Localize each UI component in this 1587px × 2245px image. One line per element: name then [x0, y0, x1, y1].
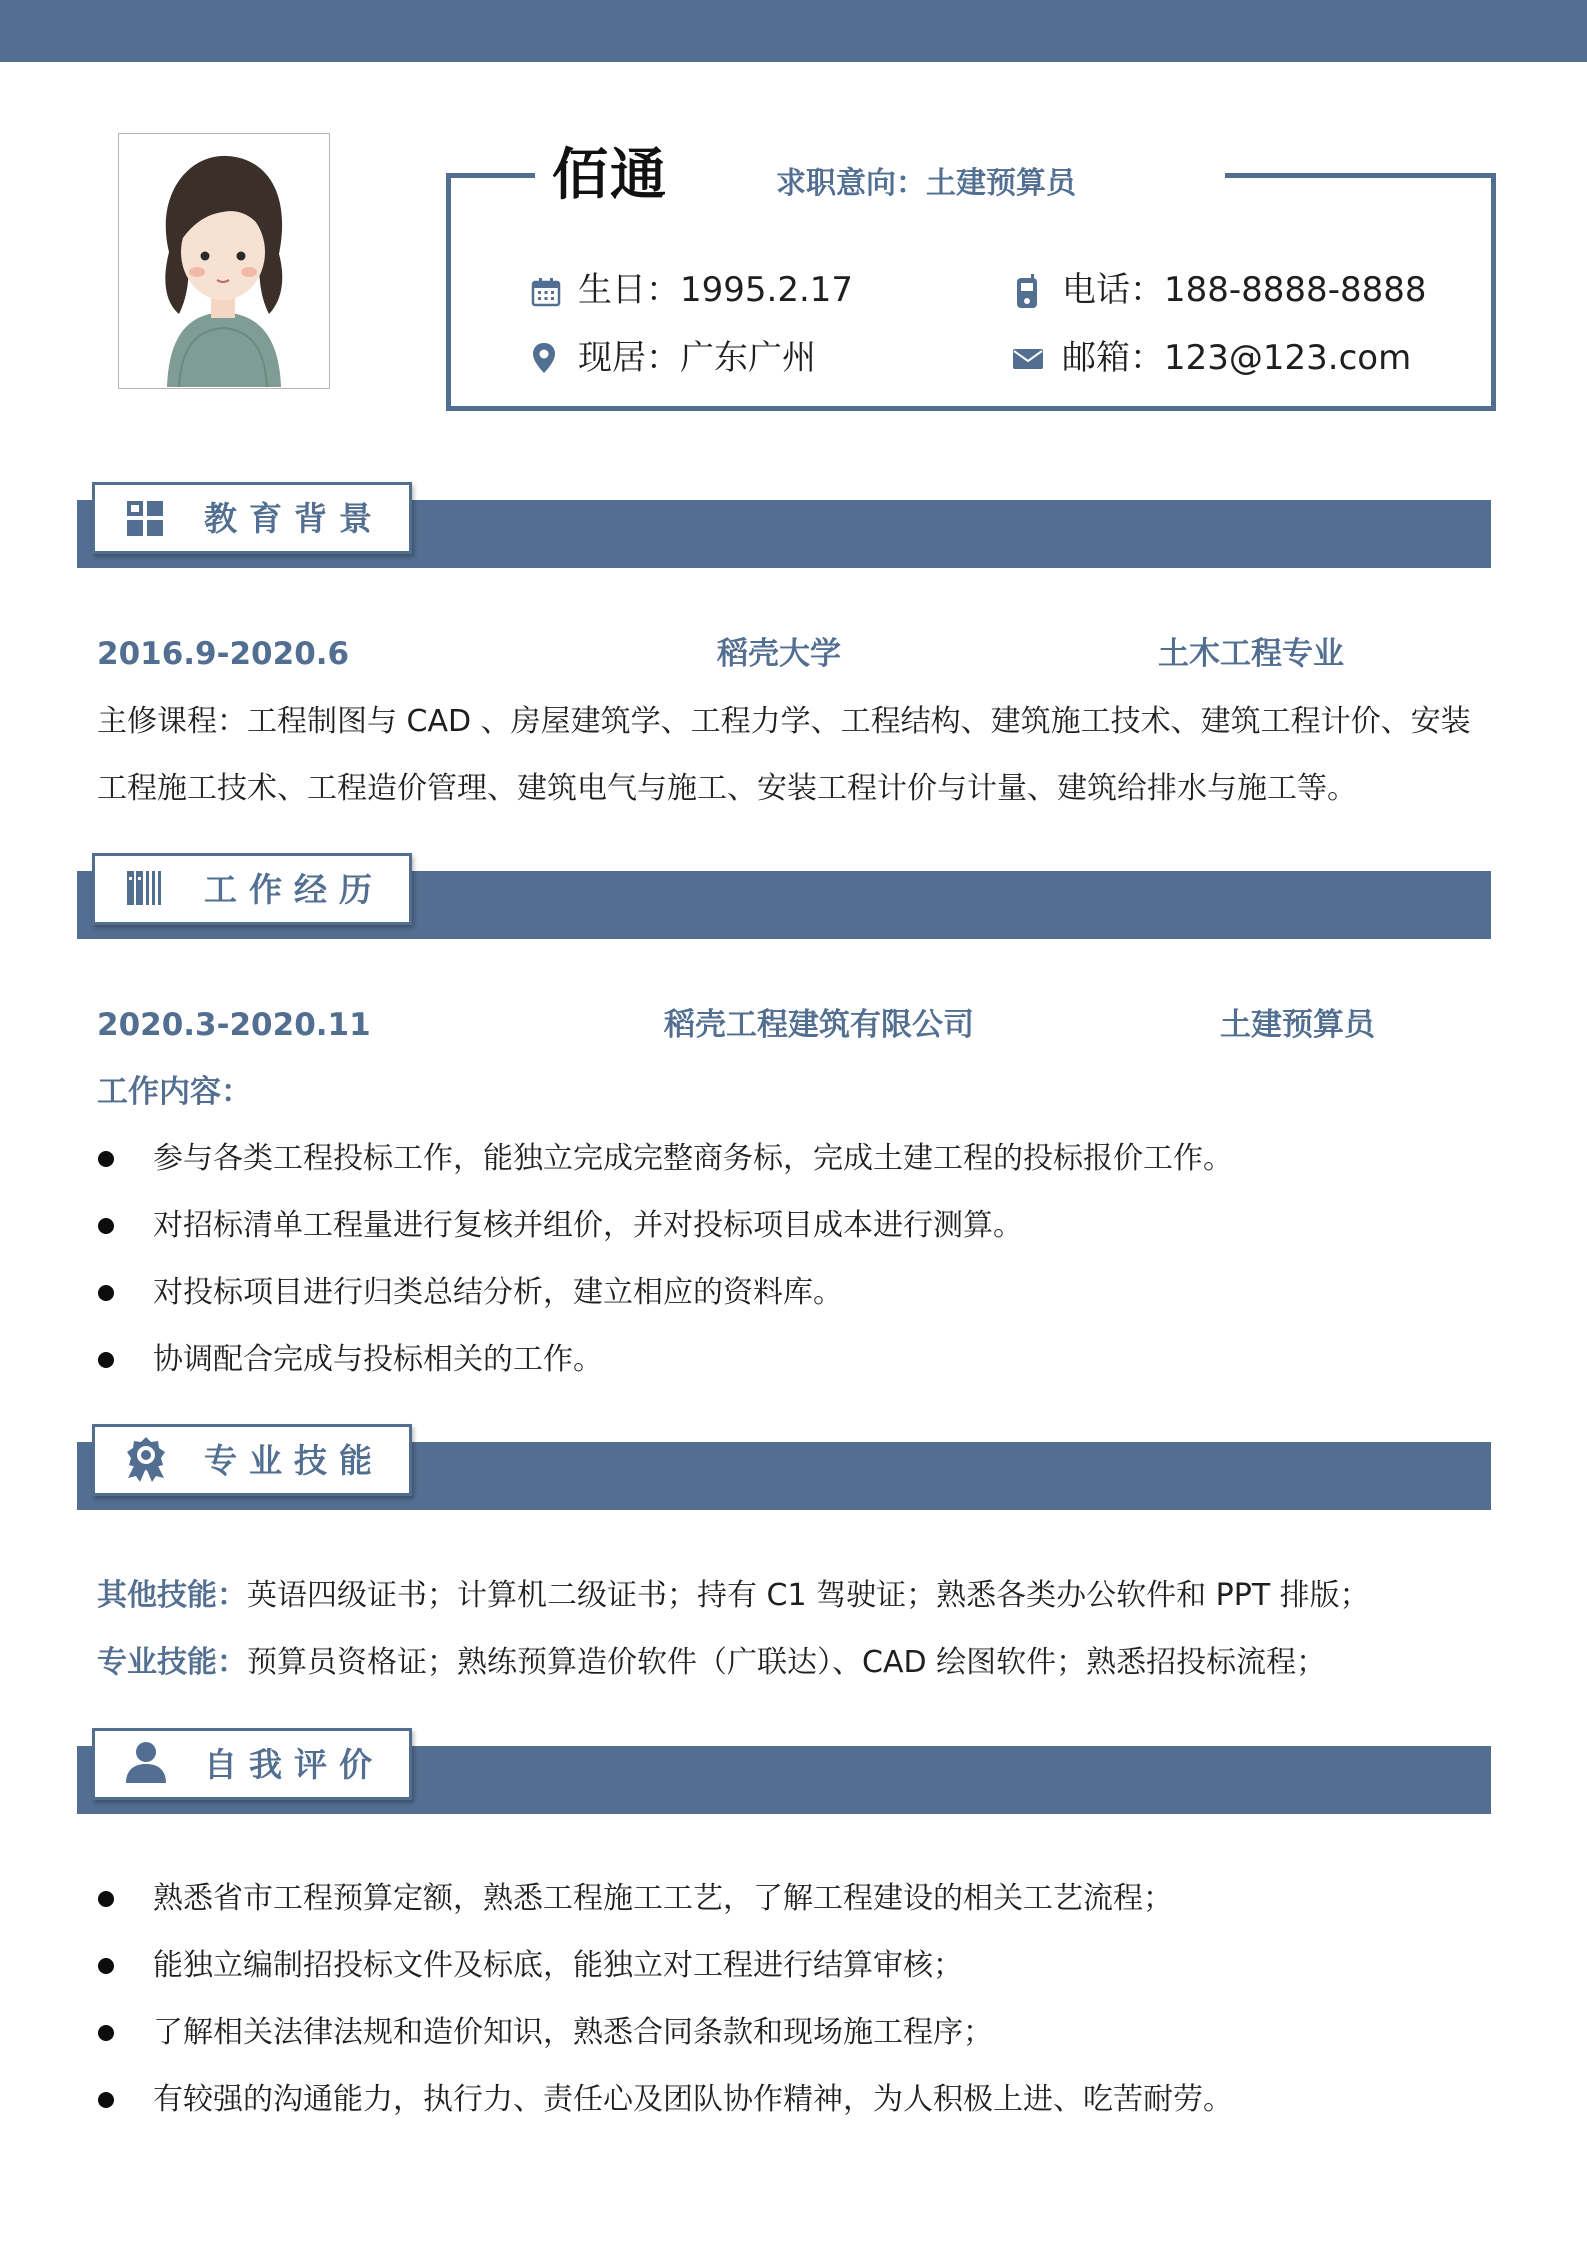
- location-pin-icon: [532, 342, 556, 378]
- section-title-education: 教育背景: [204, 499, 384, 538]
- work-item: 对投标项目进行归类总结分析，建立相应的资料库。: [153, 1275, 843, 1310]
- work-content-label: 工作内容：: [97, 1074, 252, 1110]
- award-icon: [124, 1436, 168, 1486]
- bullet-icon: [98, 2025, 114, 2041]
- avatar-illustration-icon: [119, 134, 328, 387]
- skills-other-label: 其他技能：: [97, 1578, 247, 1613]
- work-period: 2020.3-2020.11: [97, 1007, 371, 1043]
- self-item: 了解相关法律法规和造价知识，熟悉合同条款和现场施工程序；: [153, 2015, 993, 2050]
- bullet-icon: [98, 1352, 114, 1368]
- residence-info: 现居：广东广州: [578, 338, 816, 378]
- work-position: 土建预算员: [1220, 1007, 1375, 1043]
- bullet-icon: [98, 1218, 114, 1234]
- mobile-phone-icon: [1014, 274, 1040, 314]
- section-title-skills: 专业技能: [204, 1441, 384, 1480]
- education-courses: 主修课程：工程制图与 CAD 、房屋建筑学、工程力学、工程结构、建筑施工技术、建筑工程计价、安装工程施工技术、工程造价管理、建筑电气与施工、安装工程计价与计量、建筑给排水与施工等。: [97, 704, 1471, 806]
- bullet-icon: [98, 1958, 114, 1974]
- bullet-icon: [98, 1285, 114, 1301]
- skills-other-row: [97, 1574, 1370, 1618]
- birth-info: 生日：1995.2.17: [578, 270, 854, 310]
- education-school: 稻壳大学: [717, 636, 841, 672]
- user-icon: [124, 1740, 168, 1788]
- bullet-icon: [98, 2092, 114, 2108]
- bullet-icon: [98, 1891, 114, 1907]
- work-item: 协调配合完成与投标相关的工作。: [153, 1342, 603, 1377]
- avatar: [118, 133, 330, 389]
- education-major: 土木工程专业: [1158, 636, 1344, 672]
- email-info: 邮箱：123@123.com: [1062, 338, 1412, 378]
- self-item: 熟悉省市工程预算定额，熟悉工程施工工艺，了解工程建设的相关工艺流程；: [153, 1881, 1173, 1916]
- phone-info: 电话：188-8888-8888: [1062, 270, 1427, 310]
- bullet-icon: [98, 1151, 114, 1167]
- work-item: 对招标清单工程量进行复核并组价，并对投标项目成本进行测算。: [153, 1208, 1023, 1243]
- candidate-name: 佰通: [552, 143, 668, 208]
- skills-other-text: 英语四级证书；计算机二级证书；持有 C1 驾驶证；熟悉各类办公软件和 PPT 排版；: [247, 1578, 1370, 1613]
- section-title-work: 工作经历: [204, 870, 384, 909]
- education-period: 2016.9-2020.6: [97, 636, 350, 672]
- self-item: 能独立编制招投标文件及标底，能独立对工程进行结算审核；: [153, 1948, 963, 1983]
- mail-icon: [1012, 348, 1044, 374]
- skills-pro-text: 预算员资格证；熟练预算造价软件（广联达）、CAD 绘图软件；熟悉招投标流程；: [247, 1645, 1327, 1680]
- skills-pro-label: 专业技能：: [97, 1645, 247, 1680]
- self-item: 有较强的沟通能力，执行力、责任心及团队协作精神，为人积极上进、吃苦耐劳。: [153, 2082, 1233, 2117]
- job-intent: 求职意向：土建预算员: [776, 166, 1076, 201]
- work-company: 稻壳工程建筑有限公司: [664, 1007, 974, 1043]
- calendar-icon: [530, 276, 562, 312]
- section-title-self: 自我评价: [204, 1745, 384, 1784]
- work-item: 参与各类工程投标工作，能独立完成完整商务标，完成土建工程的投标报价工作。: [153, 1141, 1233, 1176]
- skills-pro-row: [97, 1641, 1326, 1685]
- books-icon: [126, 869, 168, 911]
- grid-icon: [126, 500, 166, 542]
- top-banner: [0, 0, 1587, 62]
